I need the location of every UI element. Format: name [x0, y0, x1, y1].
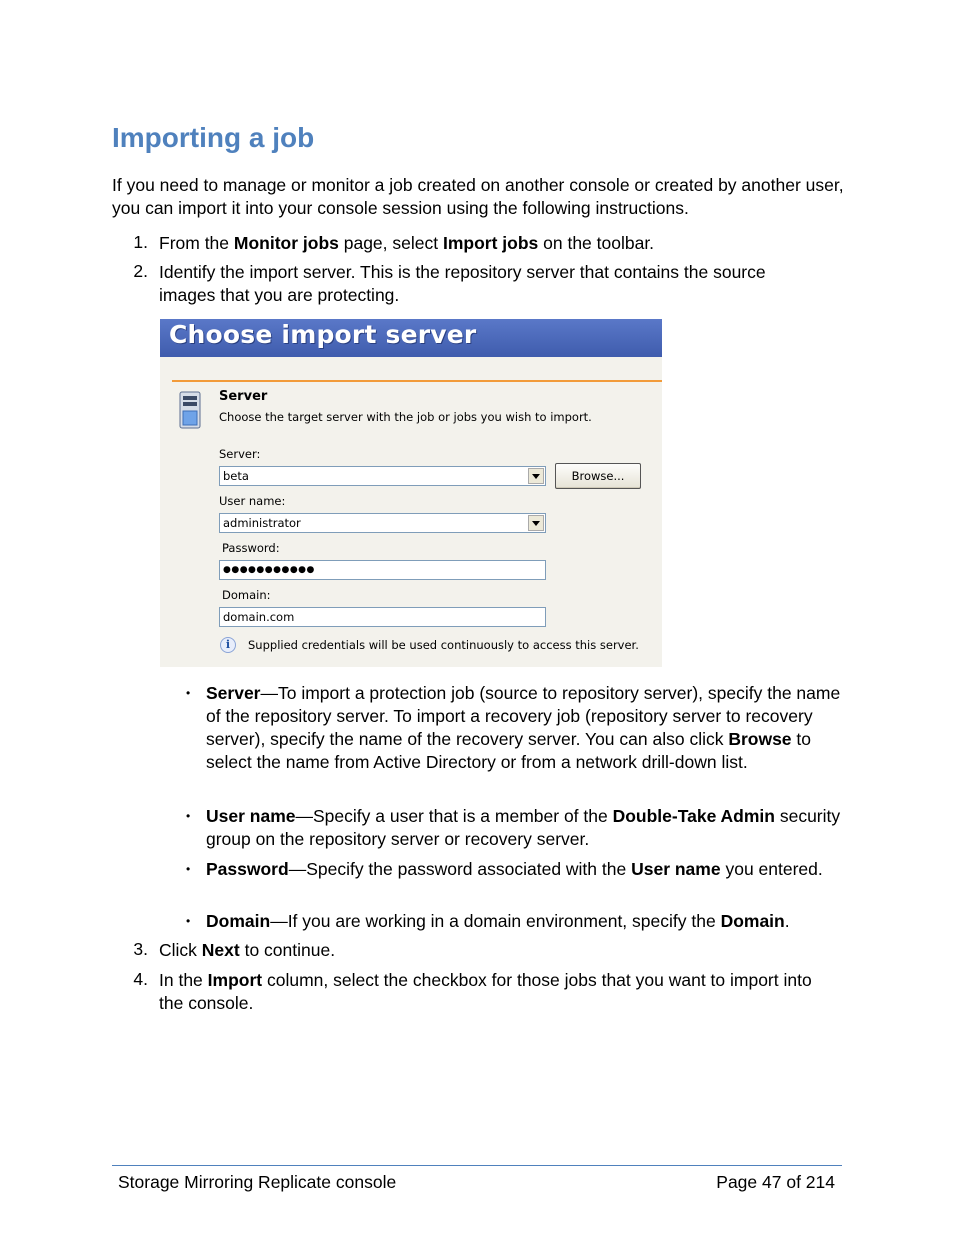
step-1-part: page, select: [338, 233, 443, 253]
bullet-text: to select the name from Active Directory or from a network drill-down list.: [206, 729, 812, 772]
step-1-text: [159, 232, 849, 255]
section-description: Choose the target server with the job or jobs you wish to import.: [219, 410, 592, 424]
server-term: Server: [206, 683, 261, 703]
username-dropdown-button[interactable]: [528, 515, 544, 531]
bullet-text: —Specify a user that is a member of the: [295, 806, 613, 826]
footer-title: Storage Mirroring Replicate console: [118, 1172, 397, 1192]
browse-term: Browse: [728, 729, 792, 749]
step-4-text: [159, 969, 824, 1015]
password-label: Password:: [222, 541, 280, 555]
bullet-icon: •: [186, 862, 191, 876]
step-2-number: 2.: [133, 261, 148, 281]
info-icon: i: [220, 637, 236, 653]
step-3-number: 3.: [133, 939, 148, 959]
username-combobox[interactable]: [219, 513, 546, 533]
password-value: ●●●●●●●●●●●: [223, 565, 315, 575]
step-4-number: 4.: [133, 969, 148, 989]
step-3-part: Click: [159, 940, 202, 960]
username-label: User name:: [219, 494, 286, 508]
domain-value: domain.com: [223, 610, 295, 624]
step-2-text: Identify the import server. This is the repository server that contains the source images that you are protecting.: [159, 262, 766, 305]
bullet-text: you entered.: [720, 859, 823, 879]
step-1-number: 1.: [133, 232, 148, 252]
bullet-text: —If you are working in a domain environment, specify the: [270, 911, 721, 931]
dialog-title: Choose import server: [169, 320, 477, 349]
page-title: Importing a job: [112, 122, 315, 153]
domain-label: Domain:: [222, 588, 271, 602]
password-term: Password: [206, 859, 289, 879]
bullet-icon: •: [186, 914, 191, 928]
user-name-term-2: User name: [631, 859, 721, 879]
domain-field[interactable]: [219, 607, 546, 627]
next-term: Next: [201, 940, 240, 960]
import-jobs-term: Import jobs: [442, 233, 539, 253]
footer-divider: [112, 1165, 842, 1166]
intro-paragraph: If you need to manage or monitor a job created on another console or created by another user, you can import it into your console session using the following instructions.: [112, 175, 844, 218]
username-value: administrator: [223, 516, 301, 530]
step-3-part: to continue.: [239, 940, 336, 960]
user-name-term: User name: [206, 806, 296, 826]
page-number: Page 47 of 214: [716, 1172, 835, 1192]
bullet-icon: •: [186, 686, 191, 700]
dialog-divider: [172, 380, 662, 382]
choose-import-server-dialog: [160, 319, 662, 667]
bullet-text: —To import a protection job (source to repository server), specify the name of the repository server. To import a recovery job (repository server to recovery server), specify the name of the recovery server. You can also click: [206, 683, 841, 749]
step-1-part: From the: [159, 233, 234, 253]
domain-term-2: Domain: [720, 911, 785, 931]
server-dropdown-button[interactable]: [528, 468, 544, 484]
bullet-domain: [206, 910, 846, 933]
bullet-password: [206, 858, 846, 881]
step-3-text: [159, 939, 849, 962]
monitor-jobs-term: Monitor jobs: [233, 233, 339, 253]
dialog-header: [160, 319, 662, 357]
server-icon: [178, 391, 202, 429]
server-label: Server:: [219, 447, 261, 461]
bullet-text: —Specify the password associated with the: [288, 859, 632, 879]
info-text: Supplied credentials will be used continuously to access this server.: [248, 638, 639, 652]
server-combobox[interactable]: [219, 466, 546, 486]
step-4-part: column, select the checkbox for those jobs that you want to import into the console.: [159, 970, 812, 1013]
bullet-user-name: [206, 805, 846, 851]
bullet-server: [206, 682, 846, 774]
step-1-part: on the toolbar.: [538, 233, 655, 253]
section-title: Server: [219, 389, 268, 404]
bullet-icon: •: [186, 809, 191, 823]
step-4-part: In the: [159, 970, 208, 990]
server-value: beta: [223, 469, 249, 483]
password-field[interactable]: [219, 560, 546, 580]
domain-term: Domain: [206, 911, 271, 931]
import-term: Import: [207, 970, 263, 990]
browse-button[interactable]: Browse...: [555, 463, 641, 489]
double-take-admin-term: Double-Take Admin: [612, 806, 775, 826]
bullet-text: security group on the repository server or recovery server.: [206, 806, 841, 849]
bullet-text: .: [784, 911, 790, 931]
